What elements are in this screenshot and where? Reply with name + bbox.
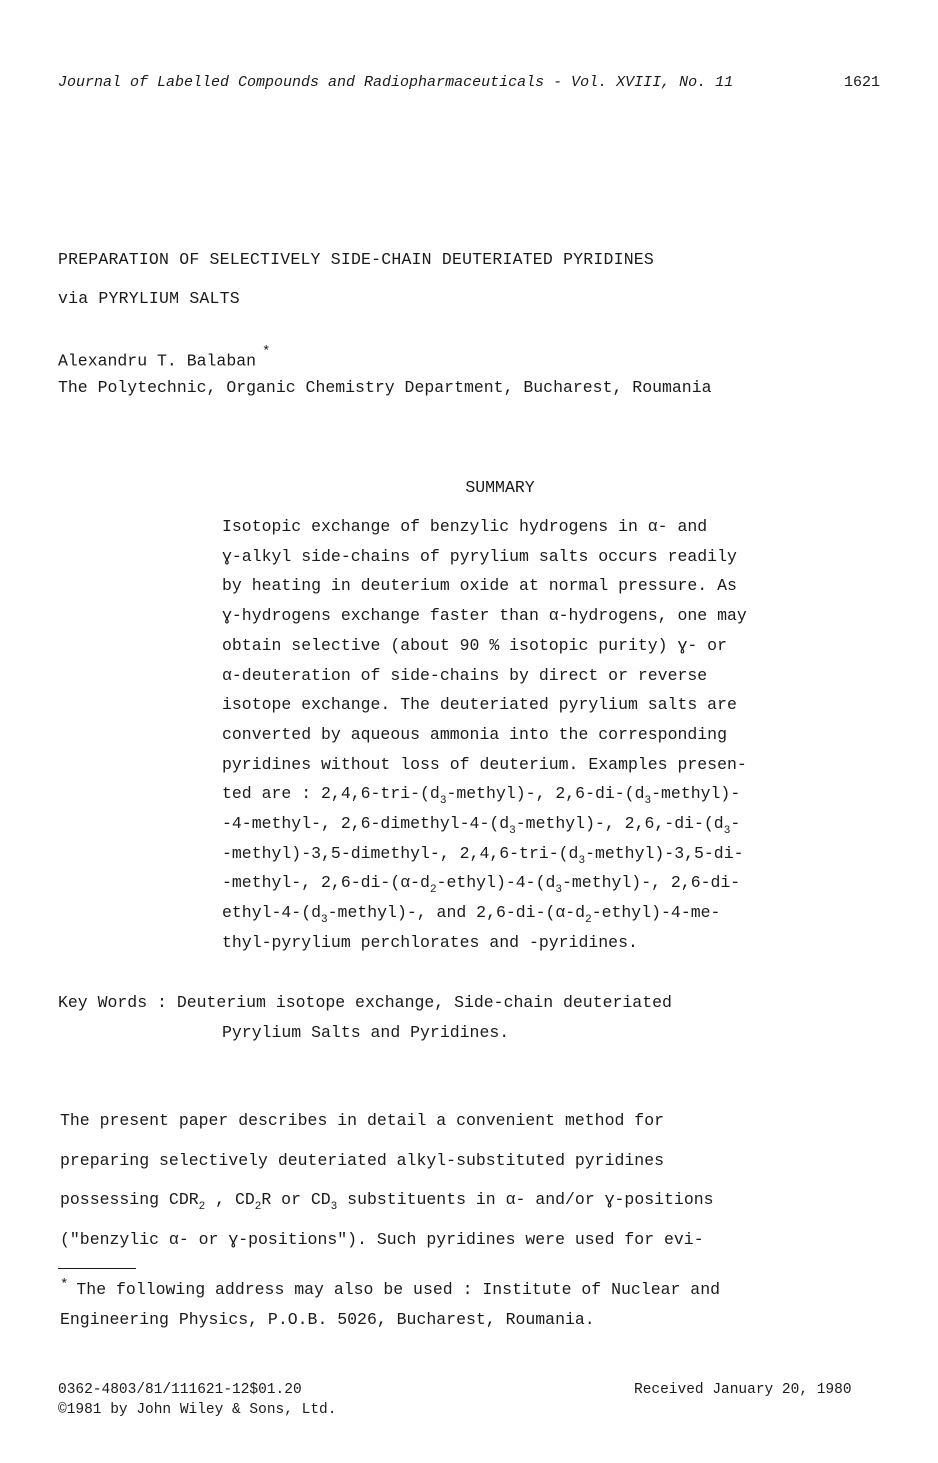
subscript: 3	[330, 1201, 338, 1213]
text-run: -methyl)-	[651, 784, 741, 804]
subscript: 3	[578, 854, 586, 867]
summary-line	[222, 933, 638, 952]
text-run: thyl-pyrylium perchlorates and -pyridines.	[222, 932, 638, 952]
text-run: -	[730, 814, 741, 833]
text-run: -methyl-, 2,6-di-(α-d	[222, 873, 430, 893]
text-run: R or CD	[261, 1190, 331, 1209]
subscript: 2	[198, 1201, 206, 1213]
subscript: 3	[509, 825, 516, 837]
text-run: The present paper describes in detail a convenient method for	[60, 1111, 664, 1130]
article-code: 0362-4803/81/111621-12$01.20	[58, 1382, 302, 1398]
subscript: 3	[321, 914, 328, 927]
subscript: 3	[439, 795, 447, 808]
summary-line	[222, 844, 744, 867]
keywords-line-1: Deuterium isotope exchange, Side-chain deuteriated	[176, 993, 672, 1012]
summary-line	[222, 873, 740, 896]
summary-line	[222, 755, 747, 774]
body-line	[60, 1230, 704, 1249]
summary-line	[222, 725, 727, 744]
text-run: ɣ-alkyl side-chains of pyrylium salts occurs readily	[222, 546, 737, 566]
text-run: ethyl-4-(d	[222, 903, 322, 923]
summary-line	[222, 517, 707, 536]
text-run: -methyl)-3,5-dimethyl-, 2,4,6-tri-(d	[222, 843, 579, 863]
text-run: Isotopic exchange of benzylic hydrogens in α- and	[222, 517, 708, 536]
text-run: -ethyl)-4-me-	[591, 903, 721, 923]
text-run: -methyl)-, 2,6,-di-(d	[515, 814, 724, 833]
paper-title-line-1: PREPARATION OF SELECTIVELY SIDE-CHAIN DEUTERIATED PYRIDINES	[58, 250, 654, 269]
text-run: isotope exchange. The deuteriated pyrylium salts are	[222, 695, 737, 715]
text-run: -methyl)-, 2,6-di-	[561, 873, 741, 893]
summary-line	[222, 606, 747, 625]
subscript: 3	[644, 795, 652, 808]
affiliation: The Polytechnic, Organic Chemistry Department, Bucharest, Roumania	[58, 378, 712, 397]
received-date: Received January 20, 1980	[634, 1382, 852, 1398]
subscript: 3	[555, 884, 562, 897]
keywords-line-2: Pyrylium Salts and Pyridines.	[222, 1023, 510, 1042]
footnote-rule	[58, 1268, 136, 1269]
text-run: preparing selectively deuteriated alkyl-substituted pyridines	[60, 1150, 664, 1170]
text-run: substituents in α- and/or ɣ-positions	[337, 1190, 714, 1209]
subscript: 2	[429, 884, 437, 897]
journal-title: Journal of Labelled Compounds and Radiopharmaceuticals - Vol. XVIII, No. 11	[58, 74, 734, 91]
author	[58, 344, 271, 371]
keywords-label: Key Words :	[58, 993, 177, 1012]
text-run: -ethyl)-4-(d	[436, 873, 556, 893]
summary-line	[222, 547, 737, 566]
summary-line	[222, 814, 740, 837]
author-name: Alexandru T. Balaban	[58, 351, 257, 371]
summary-line	[222, 784, 740, 807]
summary-line	[222, 576, 737, 595]
paper-title-line-2: via PYRYLIUM SALTS	[58, 289, 240, 308]
text-run: -methyl)-, and 2,6-di-(α-d	[327, 903, 586, 923]
footnote-text-1: The following address may also be used : Institute of Nuclear and	[76, 1280, 721, 1299]
body-line	[60, 1151, 664, 1170]
footnote-mark: *	[60, 1277, 69, 1293]
subscript: 2	[585, 914, 592, 927]
journal-header	[58, 74, 880, 91]
author-footnote-mark: *	[262, 344, 271, 360]
keywords	[58, 993, 672, 1012]
summary-line	[222, 903, 720, 926]
summary-line	[222, 666, 707, 685]
footnote-line-2: Engineering Physics, P.O.B. 5026, Bucharest, Roumania.	[60, 1310, 595, 1329]
text-run: -methyl)-3,5-di-	[585, 843, 744, 863]
body-line	[60, 1190, 714, 1213]
body-line	[60, 1111, 664, 1130]
text-run: possessing CDR	[60, 1190, 199, 1209]
subscript: 3	[723, 825, 731, 837]
text-run: obtain selective (about 90 % isotopic purity) ɣ- or	[222, 635, 727, 655]
text-run: -4-methyl-, 2,6-dimethyl-4-(d	[222, 814, 510, 833]
footnote-line-1	[60, 1277, 721, 1299]
summary-line	[222, 695, 737, 714]
copyright: ©1981 by John Wiley & Sons, Ltd.	[58, 1402, 337, 1418]
text-run: -methyl)-, 2,6-di-(d	[446, 784, 645, 804]
text-run: , CD	[205, 1190, 255, 1209]
text-run: ɣ-hydrogens exchange faster than α-hydrogens, one may	[222, 606, 747, 626]
text-run: ted are : 2,4,6-tri-(d	[222, 784, 440, 804]
summary-heading: SUMMARY	[465, 478, 535, 497]
summary-line	[222, 636, 727, 655]
text-run: by heating in deuterium oxide at normal pressure. As	[222, 576, 737, 596]
page-number: 1621	[843, 74, 880, 91]
text-run: ("benzylic α- or ɣ-positions"). Such pyridines were used for evi-	[60, 1229, 704, 1249]
text-run: converted by aqueous ammonia into the corresponding	[222, 724, 727, 744]
text-run: α-deuteration of side-chains by direct or reverse	[222, 665, 708, 685]
subscript: 2	[254, 1201, 262, 1213]
text-run: pyridines without loss of deuterium. Examples presen-	[222, 754, 747, 774]
